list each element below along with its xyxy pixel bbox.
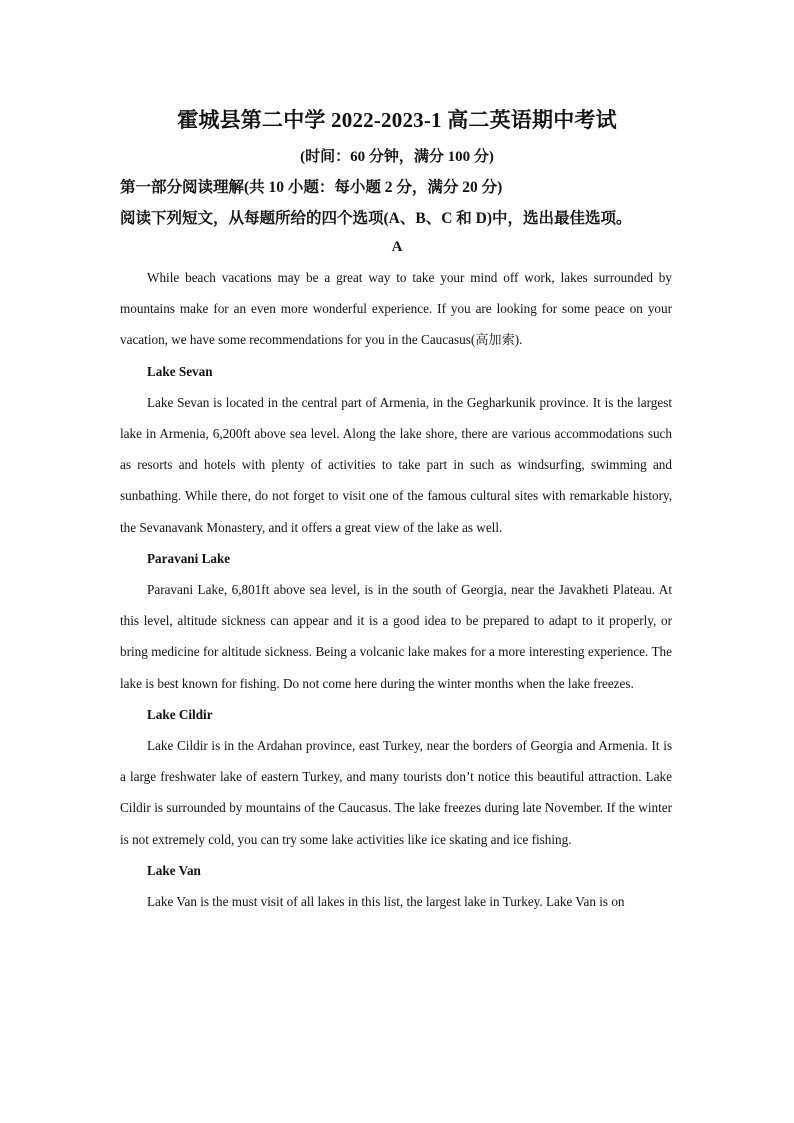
- section-text-lake-van: Lake Van is the must visit of all lakes in this list, the largest lake in Turkey. Lake Van is on: [147, 894, 625, 910]
- section-heading-paravani-lake: Paravani Lake: [147, 550, 231, 566]
- section-text-paravani-lake: Paravani Lake, 6,801ft above sea level, is in the south of Georgia, near the Javakheti Plateau. At this level, altitude sickness can appear and it is a good idea to be prepared to adapt to it properly, or bring medicine for altitude sickness. Being a volcanic lake makes for a more interesting experience. The lake is best known for fishing. Do not come here during the winter months when the lake freezes.: [120, 582, 672, 691]
- section-text-lake-cildir: Lake Cildir is in the Ardahan province, east Turkey, near the borders of Georgia and Armenia. It is a large freshwater lake of eastern Turkey, and many tourists don’t notice this beautiful attraction. Lake Cildir is surrounded by mountains of the Caucasus. The lake freezes during late November. If the winter is not extremely cold, you can try some lake activities like ice skating and ice fishing.: [120, 738, 672, 847]
- section-heading-lake-cildir: Lake Cildir: [147, 706, 213, 722]
- section-heading-lake-van: Lake Van: [147, 862, 201, 878]
- passage-body: [120, 262, 672, 917]
- part-heading: 第一部分阅读理解(共 10 小题：每小题 2 分，满分 20 分): [120, 179, 503, 196]
- section-text-lake-sevan: Lake Sevan is located in the central part of Armenia, in the Gegharkunik province. It is the largest lake in Armenia, 6,200ft above sea level. Along the lake shore, there are various accommodations such as resorts and hotels with plenty of activities to take part in such as windsurfing, swimming and sunbathing. While there, do not forget to visit one of the famous cultural sites with remarkable history, the Sevanavank Monastery, and it offers a great view of the lake as well.: [120, 394, 672, 535]
- passage-intro: While beach vacations may be a great way to take your mind off work, lakes surrounded by mountains make for an even more wonderful experience. If you are looking for some peace on your vacation, we have some recommendations for you in the Caucasus(高加索).: [120, 270, 672, 348]
- passage-letter: A: [391, 239, 403, 255]
- section-heading-lake-sevan: Lake Sevan: [147, 363, 213, 379]
- exam-title: 霍城县第二中学 2022-2023-1 高二英语期中考试: [177, 108, 617, 132]
- exam-subtitle: (时间：60 分钟，满分 100 分): [300, 149, 494, 165]
- part-instruction: 阅读下列短文，从每题所给的四个选项(A、B、C 和 D)中，选出最佳选项。: [120, 210, 632, 227]
